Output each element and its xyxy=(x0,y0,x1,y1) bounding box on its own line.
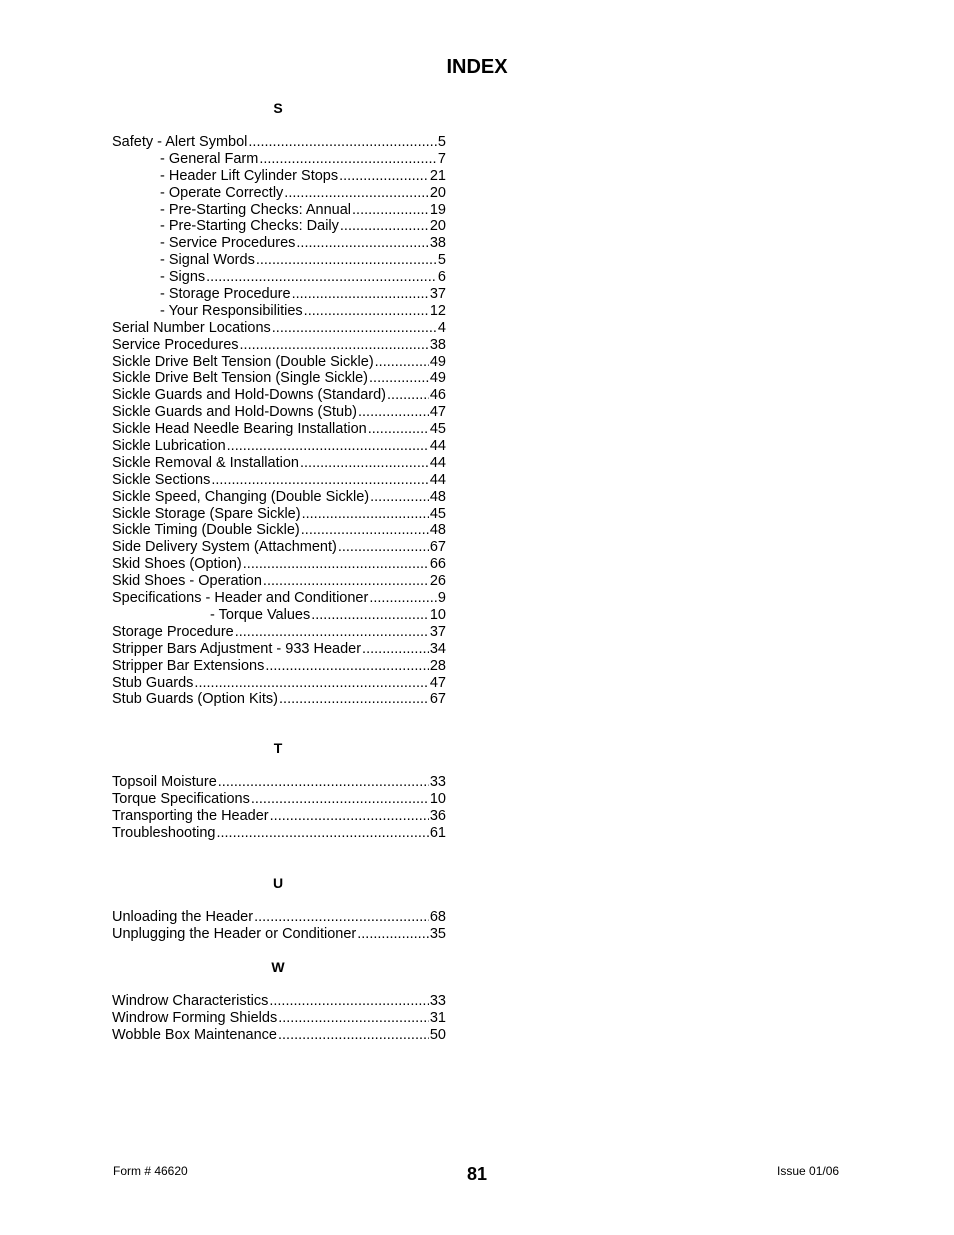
index-entry-page: 9 xyxy=(437,590,446,607)
index-entry-page: 38 xyxy=(429,235,446,252)
index-entry-text: Sickle Sections xyxy=(112,471,211,488)
dot-leader xyxy=(278,1027,429,1044)
index-entry-text: - Header Lift Cylinder Stops xyxy=(160,167,339,184)
dot-leader xyxy=(206,269,437,286)
index-entry-text: Unplugging the Header or Conditioner xyxy=(112,925,357,942)
index-entry xyxy=(112,354,446,371)
index-entry xyxy=(112,370,446,387)
index-entry-text: Sickle Drive Belt Tension (Double Sickle) xyxy=(112,353,374,370)
index-entry xyxy=(112,337,446,354)
dot-leader xyxy=(387,387,429,404)
index-entry-text: Sickle Removal & Installation xyxy=(112,454,299,471)
dot-leader xyxy=(368,421,429,438)
dot-leader xyxy=(243,556,429,573)
index-entry-text: Side Delivery System (Attachment) xyxy=(112,539,337,556)
index-entry xyxy=(112,993,446,1010)
index-entry xyxy=(112,235,446,252)
index-entry xyxy=(112,134,446,151)
index-entry-page: 31 xyxy=(429,1009,446,1026)
index-entry-page: 21 xyxy=(429,167,446,184)
form-number: Form # 46620 xyxy=(113,1164,188,1178)
dot-leader xyxy=(235,624,429,641)
index-entry-page: 49 xyxy=(429,370,446,387)
index-entry-page: 44 xyxy=(429,454,446,471)
index-section-w xyxy=(112,993,446,1044)
index-entry-page: 49 xyxy=(429,353,446,370)
index-entry xyxy=(112,675,446,692)
index-entry-text: Stub Guards (Option Kits) xyxy=(112,691,279,708)
index-entry xyxy=(112,286,446,303)
index-entry xyxy=(112,691,446,708)
index-entry xyxy=(112,252,446,269)
index-entry xyxy=(112,590,446,607)
index-entry-page: 47 xyxy=(429,404,446,421)
index-entry xyxy=(112,218,446,235)
dot-leader xyxy=(300,455,429,472)
index-entry-page: 26 xyxy=(429,573,446,590)
index-entry-page: 10 xyxy=(429,790,446,807)
index-entry-page: 45 xyxy=(429,505,446,522)
dot-leader xyxy=(311,607,429,624)
index-entry-text: Storage Procedure xyxy=(112,623,234,640)
index-entry xyxy=(112,320,446,337)
dot-leader xyxy=(251,791,429,808)
section-letter-w: W xyxy=(271,959,285,975)
section-letter-t: T xyxy=(273,740,283,756)
dot-leader xyxy=(301,522,429,539)
index-entry-page: 5 xyxy=(437,252,446,269)
index-entry-text: Unloading the Header xyxy=(112,909,254,925)
dot-leader xyxy=(279,691,429,708)
index-entry-text: - Pre-Starting Checks: Annual xyxy=(160,201,352,218)
index-entry-page: 48 xyxy=(429,522,446,539)
index-entry-text: - Operate Correctly xyxy=(160,184,284,201)
index-entry-text: Stripper Bars Adjustment - 933 Header xyxy=(112,640,362,657)
dot-leader xyxy=(302,506,429,523)
index-entry xyxy=(112,573,446,590)
index-entry-text: Specifications - Header and Conditioner xyxy=(112,590,369,607)
index-entry-page: 68 xyxy=(429,909,446,925)
issue-date: Issue 01/06 xyxy=(777,1164,840,1178)
index-entry-page: 44 xyxy=(429,471,446,488)
index-entry-text: Torque Specifications xyxy=(112,790,250,807)
dot-leader xyxy=(259,151,437,168)
index-entry xyxy=(112,185,446,202)
index-entry xyxy=(112,151,446,168)
index-entry-text: Wobble Box Maintenance xyxy=(112,1026,277,1043)
index-entry-page: 10 xyxy=(429,606,446,623)
index-entry-text: Sickle Speed, Changing (Double Sickle) xyxy=(112,488,370,505)
dot-leader xyxy=(256,252,437,269)
index-entry xyxy=(112,774,446,791)
index-entry-page: 12 xyxy=(429,302,446,319)
index-entry xyxy=(112,269,446,286)
index-entry-text: Stripper Bar Extensions xyxy=(112,657,265,674)
index-entry-text: Windrow Characteristics xyxy=(112,993,269,1009)
index-section-s xyxy=(112,134,446,708)
index-entry-page: 5 xyxy=(437,134,446,150)
index-entry xyxy=(112,926,446,943)
dot-leader xyxy=(248,134,437,151)
index-entry xyxy=(112,438,446,455)
index-entry-page: 33 xyxy=(429,774,446,790)
dot-leader xyxy=(270,808,429,825)
page-title: INDEX xyxy=(446,56,508,78)
index-entry-text: Topsoil Moisture xyxy=(112,774,217,790)
section-letter-s: S xyxy=(273,100,283,116)
index-entry xyxy=(112,404,446,421)
index-section-u xyxy=(112,909,446,943)
index-entry xyxy=(112,202,446,219)
dot-leader xyxy=(362,641,429,658)
dot-leader xyxy=(265,658,429,675)
index-entry-text: Sickle Guards and Hold-Downs (Standard) xyxy=(112,387,387,404)
dot-leader xyxy=(340,218,429,235)
index-entry xyxy=(112,489,446,506)
index-entry-text: Sickle Timing (Double Sickle) xyxy=(112,522,300,539)
index-entry xyxy=(112,791,446,808)
index-entry-page: 47 xyxy=(429,674,446,691)
index-entry-page: 36 xyxy=(429,807,446,824)
index-entry-page: 7 xyxy=(437,150,446,167)
index-entry xyxy=(112,303,446,320)
index-entry-page: 28 xyxy=(429,657,446,674)
index-entry xyxy=(112,658,446,675)
index-entry-text: - General Farm xyxy=(160,150,259,167)
dot-leader xyxy=(292,286,429,303)
index-entry-page: 45 xyxy=(429,421,446,438)
index-entry-page: 37 xyxy=(429,623,446,640)
dot-leader xyxy=(370,489,429,506)
dot-leader xyxy=(278,1010,429,1027)
index-entry xyxy=(112,387,446,404)
index-entry-text: - Signal Words xyxy=(160,252,255,269)
index-entry xyxy=(112,168,446,185)
index-entry xyxy=(112,1027,446,1044)
dot-leader xyxy=(358,404,429,421)
index-entry xyxy=(112,421,446,438)
index-entry xyxy=(112,556,446,573)
index-entry xyxy=(112,624,446,641)
index-entry-page: 19 xyxy=(429,201,446,218)
index-entry-page: 34 xyxy=(429,640,446,657)
dot-leader xyxy=(211,472,429,489)
index-entry xyxy=(112,522,446,539)
dot-leader xyxy=(375,354,429,371)
index-entry-text: Transporting the Header xyxy=(112,807,269,824)
dot-leader xyxy=(240,337,429,354)
index-entry-page: 67 xyxy=(429,539,446,556)
dot-leader xyxy=(269,993,429,1010)
dot-leader xyxy=(218,774,429,791)
dot-leader xyxy=(357,926,429,943)
dot-leader xyxy=(216,825,428,842)
index-entry-page: 38 xyxy=(429,336,446,353)
index-entry-page: 61 xyxy=(429,824,446,841)
index-entry-text: - Service Procedures xyxy=(160,235,296,252)
index-entry-text: Troubleshooting xyxy=(112,824,216,841)
index-entry-page: 50 xyxy=(429,1026,446,1043)
index-section-t xyxy=(112,774,446,842)
index-entry xyxy=(112,641,446,658)
index-entry xyxy=(112,825,446,842)
dot-leader xyxy=(263,573,429,590)
index-entry xyxy=(112,539,446,556)
index-entry-text: Safety - Alert Symbol xyxy=(112,134,248,150)
index-entry-page: 6 xyxy=(437,269,446,286)
index-entry-page: 46 xyxy=(429,387,446,404)
index-entry-text: Skid Shoes (Option) xyxy=(112,556,242,573)
dot-leader xyxy=(194,675,428,692)
index-entry-page: 48 xyxy=(429,488,446,505)
index-entry-text: - Pre-Starting Checks: Daily xyxy=(160,218,339,235)
index-entry-text: Sickle Storage (Spare Sickle) xyxy=(112,505,301,522)
index-entry-text: Sickle Head Needle Bearing Installation xyxy=(112,421,367,438)
dot-leader xyxy=(272,320,437,337)
index-entry-text: Windrow Forming Shields xyxy=(112,1009,278,1026)
index-entry-text: Sickle Guards and Hold-Downs (Stub) xyxy=(112,404,357,421)
dot-leader xyxy=(369,590,437,607)
index-entry-page: 20 xyxy=(429,218,446,235)
index-entry-text: - Your Responsibilities xyxy=(160,302,303,319)
dot-leader xyxy=(254,909,429,926)
index-entry xyxy=(112,909,446,926)
section-letter-u: U xyxy=(272,875,284,891)
index-entry xyxy=(112,808,446,825)
index-entry-page: 35 xyxy=(429,925,446,942)
index-entry xyxy=(112,1010,446,1027)
index-entry-page: 37 xyxy=(429,286,446,303)
index-entry xyxy=(112,506,446,523)
dot-leader xyxy=(339,168,429,185)
dot-leader xyxy=(284,185,429,202)
index-entry-page: 33 xyxy=(429,993,446,1009)
index-entry-page: 4 xyxy=(437,319,446,336)
index-entry-text: Service Procedures xyxy=(112,336,239,353)
page-number: 81 xyxy=(466,1164,488,1184)
dot-leader xyxy=(369,370,429,387)
index-entry-text: - Torque Values xyxy=(210,606,311,623)
index-entry-page: 20 xyxy=(429,184,446,201)
dot-leader xyxy=(338,539,429,556)
index-entry-text: Sickle Drive Belt Tension (Single Sickle) xyxy=(112,370,369,387)
index-entry-text: Stub Guards xyxy=(112,674,194,691)
index-entry-page: 66 xyxy=(429,556,446,573)
index-entry-text: Serial Number Locations xyxy=(112,319,271,336)
index-entry-text: Sickle Lubrication xyxy=(112,438,226,455)
index-entry-text: Skid Shoes - Operation xyxy=(112,573,262,590)
index-entry xyxy=(112,472,446,489)
index-entry-page: 67 xyxy=(429,691,446,708)
dot-leader xyxy=(296,235,428,252)
dot-leader xyxy=(227,438,429,455)
dot-leader xyxy=(304,303,429,320)
index-entry xyxy=(112,607,446,624)
index-entry-text: - Storage Procedure xyxy=(160,286,291,303)
dot-leader xyxy=(352,202,429,219)
index-entry-text: - Signs xyxy=(160,269,206,286)
index-entry xyxy=(112,455,446,472)
index-entry-page: 44 xyxy=(429,438,446,455)
